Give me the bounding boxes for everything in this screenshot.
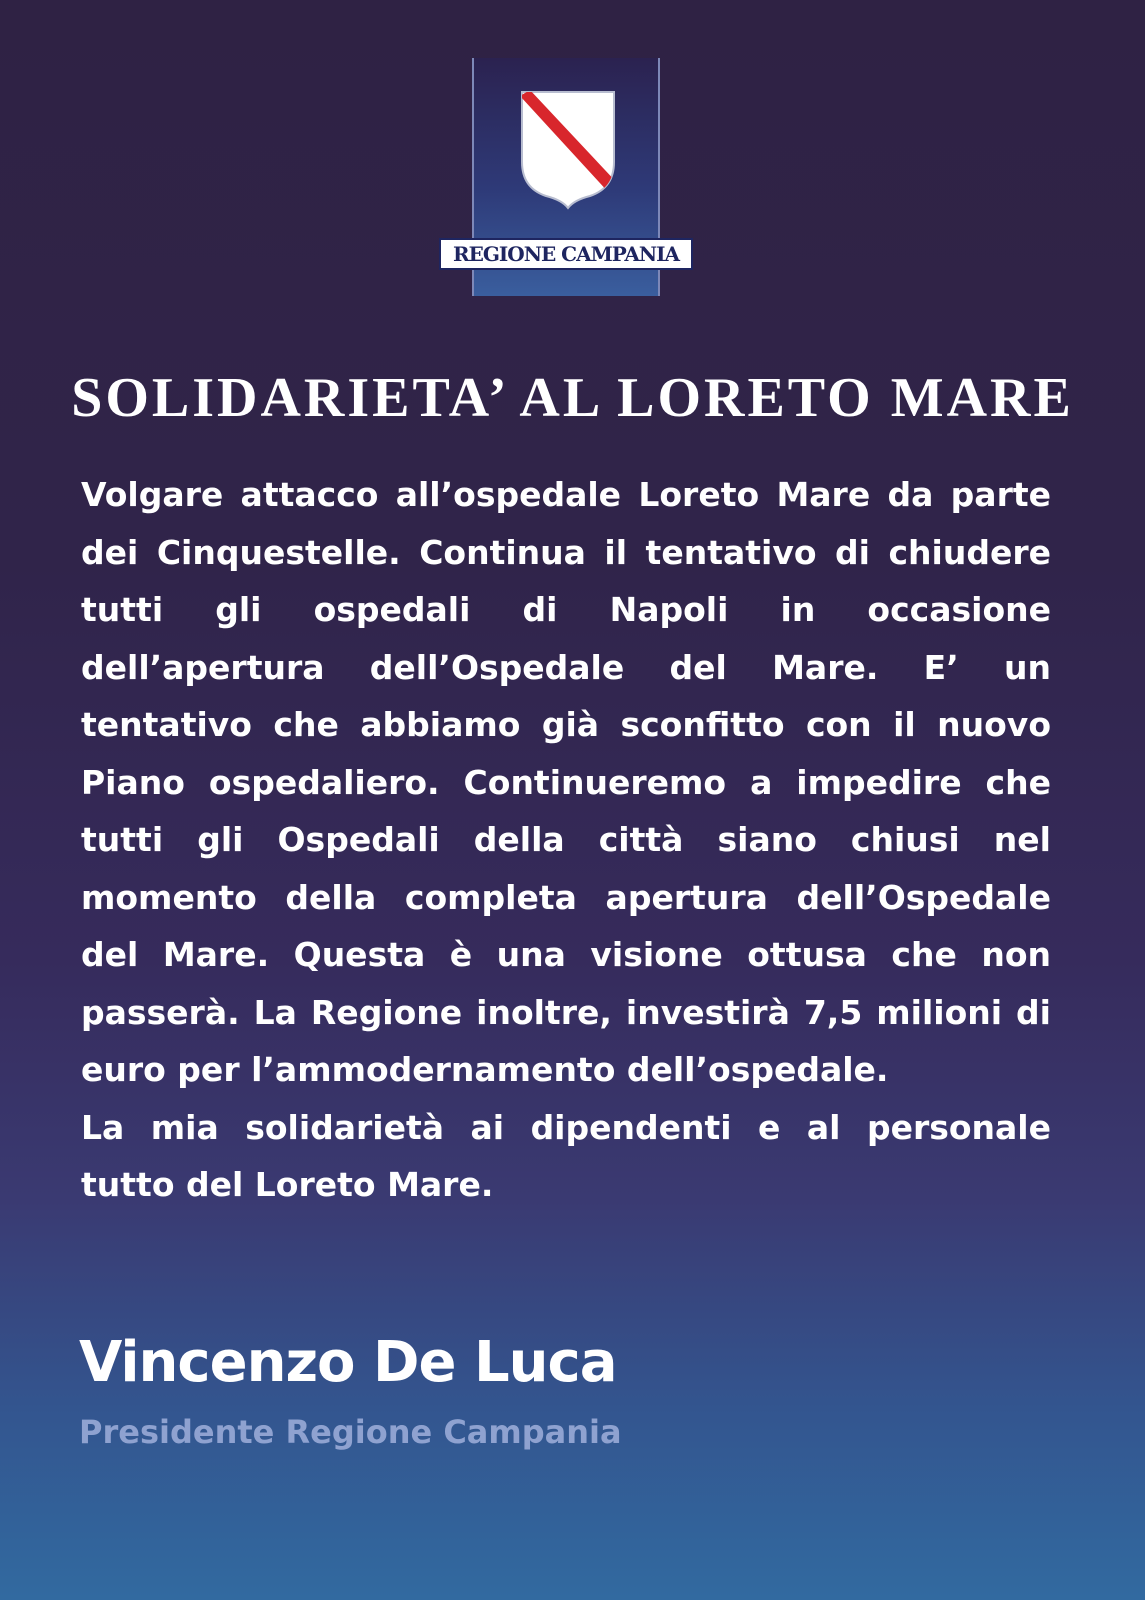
region-logo <box>452 58 680 296</box>
page-title: SOLIDARIETA’ AL LORETO MARE <box>71 367 1074 429</box>
body-paragraph: Volgare attacco all’ospedale Loreto Mare da parte dei Cinquestelle. Continua il tentativo di chiudere tutti gli ospedali di Napoli in occasione dell’apertura dell’Ospedale del Mare. E’ un tentativo che abbiamo già sconfitto con il nuovo Piano ospedaliero. Continueremo a impedire che tutti gli Ospedali della città siano chiusi nel momento della completa apertura dell’Ospedale del Mare. Questa è una visione ottusa che non passerà. La Regione inoltre, investirà 7,5 milioni di euro per l’ammodernamento dell’ospedale. <box>81 475 1051 1089</box>
body-paragraph: La mia solidarietà ai dipendenti e al personale tutto del Loreto Mare. <box>81 1107 1051 1204</box>
signature-name: Vincenzo De Luca <box>79 1330 617 1395</box>
statement-body <box>81 466 1051 1214</box>
signature-role: Presidente Regione Campania <box>79 1413 622 1451</box>
campania-coat-of-arms-icon <box>520 90 616 210</box>
logo-label: REGIONE CAMPANIA <box>439 238 693 270</box>
